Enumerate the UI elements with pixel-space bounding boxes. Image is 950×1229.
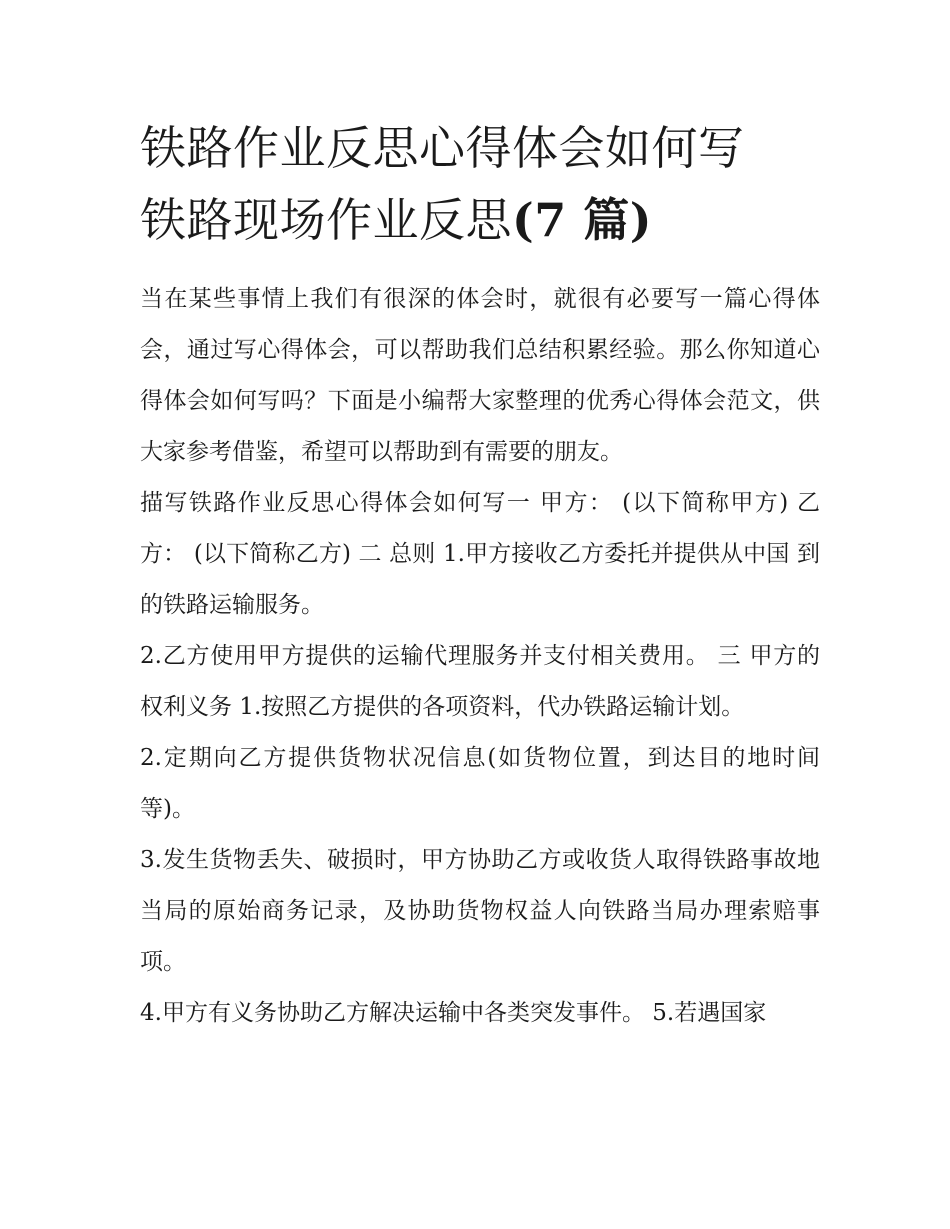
title-count: (7 篇) [512,193,653,247]
paragraph-emergency: 4.甲方有义务协助乙方解决运输中各类突发事件。 5.若遇国家 [140,1000,767,1026]
document-body [140,274,820,1039]
paragraph-claims: 3.发生货物丢失、破损时，甲方协助乙方或收货人取得铁路事故地当局的原始商务记录，及协助货物权益人向铁路当局办理索赔事项。 [140,847,820,975]
title-line-1: 铁路作业反思心得体会如何写 [140,121,745,175]
paragraph-item-2: 2.乙方使用甲方提供的运输代理服务并支付相关费用。 三 甲方的权利义务 1.按照乙方提供的各项资料，代办铁路运输计划。 [140,643,820,720]
document-title [140,112,820,256]
title-line-2: 铁路现场作业反思 [140,193,512,247]
document-page [140,112,820,1039]
paragraph-status-info: 2.定期向乙方提供货物状况信息(如货物位置，到达目的地时间等)。 [140,745,820,822]
paragraph-intro: 当在某些事情上我们有很深的体会时，就很有必要写一篇心得体会，通过写心得体会，可以帮助我们总结积累经验。那么你知道心得体会如何写吗？下面是小编帮大家整理的优秀心得体会范文，供大家参考借鉴，希望可以帮助到有需要的朋友。 [140,286,820,465]
paragraph-general: 描写铁路作业反思心得体会如何写一 甲方： (以下简称甲方) 乙方： (以下简称乙方) 二 总则 1.甲方接收乙方委托并提供从中国 到 的铁路运输服务。 [140,490,820,618]
